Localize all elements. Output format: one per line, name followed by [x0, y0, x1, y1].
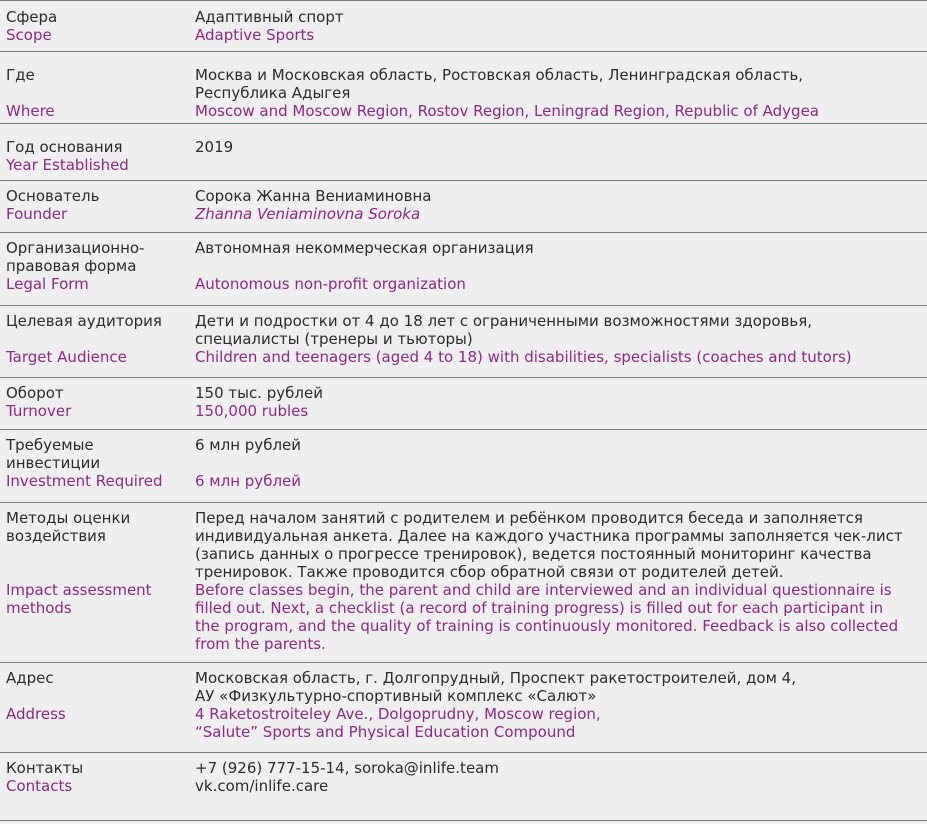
value-ru: 6 млн рублей	[195, 436, 302, 454]
value-en: Moscow and Moscow Region, Rostov Region, Leningrad Region, Republic of Adygea	[195, 102, 819, 120]
table-row-investment	[0, 430, 927, 503]
value-en: 4 Raketostroiteley Ave., Dolgoprudny, Moscow region, “Salute” Sports and Physical Education Compound	[195, 705, 601, 741]
label-ru: Год основания	[6, 138, 123, 156]
value-ru: Сорока Жанна Вениаминовна	[195, 187, 432, 205]
label-ru: Целевая аудитория	[6, 312, 162, 330]
value-en: Autonomous non-profit organization	[195, 275, 466, 293]
value-en: 6 млн рублей	[195, 472, 302, 490]
label-ru: Требуемые инвестиции	[6, 436, 101, 472]
value-ru: Адаптивный спорт	[195, 8, 344, 26]
table-row-address	[0, 663, 927, 753]
value-ru: Московская область, г. Долгопрудный, Проспект ракетостроителей, дом 4, АУ «Физкультурно-спортивный комплекс «Салют»	[195, 669, 796, 705]
label-cell	[0, 436, 195, 502]
value-ru: 2019	[195, 138, 234, 156]
table-row-impact-assessment	[0, 503, 927, 663]
label-ru: Сфера	[6, 8, 58, 26]
table-row-contacts	[0, 753, 927, 821]
table-row-where	[0, 52, 927, 124]
label-ru: Адрес	[6, 669, 54, 687]
label-ru: Оборот	[6, 384, 64, 402]
value-en: Adaptive Sports	[195, 26, 315, 44]
label-en: Founder	[6, 205, 68, 223]
label-en: Legal Form	[6, 275, 89, 293]
label-cell	[0, 138, 195, 180]
table-row-scope	[0, 1, 927, 52]
value-en: Zhanna Veniaminovna Soroka	[195, 205, 421, 223]
table-row-legal-form	[0, 233, 927, 306]
label-en: Contacts	[6, 777, 73, 795]
table-row-year	[0, 124, 927, 181]
label-ru: Организационно- правовая форма	[6, 239, 145, 275]
value-cell	[195, 66, 927, 123]
value-ru: Дети и подростки от 4 до 18 лет с ограниченными возможностями здоровья, специалисты (тренеры и тьюторы)	[195, 312, 813, 348]
value-cell	[195, 138, 927, 180]
value-cell	[195, 509, 927, 662]
label-en: Address	[6, 705, 66, 723]
table-row-founder	[0, 181, 927, 233]
label-cell	[0, 8, 195, 51]
label-cell	[0, 669, 195, 752]
label-en: Turnover	[6, 402, 72, 420]
label-en: Investment Required	[6, 472, 163, 490]
label-cell	[0, 509, 195, 662]
label-cell	[0, 312, 195, 377]
value-cell	[195, 384, 927, 429]
value-cell	[195, 8, 927, 51]
label-en: Impact assessment methods	[6, 581, 152, 617]
value-cell	[195, 436, 927, 502]
value-ru: +7 (926) 777-15-14, soroka@inlife.team vk.com/inlife.care	[195, 759, 499, 795]
label-en: Year Established	[6, 156, 129, 174]
label-cell	[0, 384, 195, 429]
value-ru: Автономная некоммерческая организация	[195, 239, 534, 257]
label-cell	[0, 187, 195, 232]
label-ru: Методы оценки воздействия	[6, 509, 131, 545]
value-cell	[195, 239, 927, 305]
value-cell	[195, 187, 927, 232]
value-ru: Москва и Московская область, Ростовская область, Ленинградская область, Республика Адыгея	[195, 66, 804, 102]
label-cell	[0, 759, 195, 820]
table-row-target-audience	[0, 306, 927, 378]
value-en: 150,000 rubles	[195, 402, 309, 420]
value-cell	[195, 312, 927, 377]
value-cell	[195, 669, 927, 752]
label-cell	[0, 66, 195, 123]
label-en: Target Audience	[6, 348, 127, 366]
table-row-turnover	[0, 378, 927, 430]
label-cell	[0, 239, 195, 305]
label-en: Scope	[6, 26, 52, 44]
label-ru: Контакты	[6, 759, 84, 777]
value-ru: Перед началом занятий с родителем и ребёнком проводится беседа и заполняется индивидуальная анкета. Далее на каждого участника программы заполняется чек-лист (запись данных о прогрессе тренировок), ведется постоянный мониторинг качества тренировок. Также проводится сбор обратной связи от родителей детей.	[195, 509, 903, 581]
label-ru: Где	[6, 66, 35, 84]
label-ru: Основатель	[6, 187, 100, 205]
value-ru: 150 тыс. рублей	[195, 384, 323, 402]
value-en: Before classes begin, the parent and child are interviewed and an individual questionnaire is filled out. Next, a checklist (a record of training progress) is filled out for each participant in the program, and the quality of training is continuously monitored. Feedback is also collected from the parents.	[195, 581, 899, 653]
value-cell	[195, 759, 927, 820]
value-en: Children and teenagers (aged 4 to 18) with disabilities, specialists (coaches and tutors)	[195, 348, 852, 366]
label-en: Where	[6, 102, 55, 120]
